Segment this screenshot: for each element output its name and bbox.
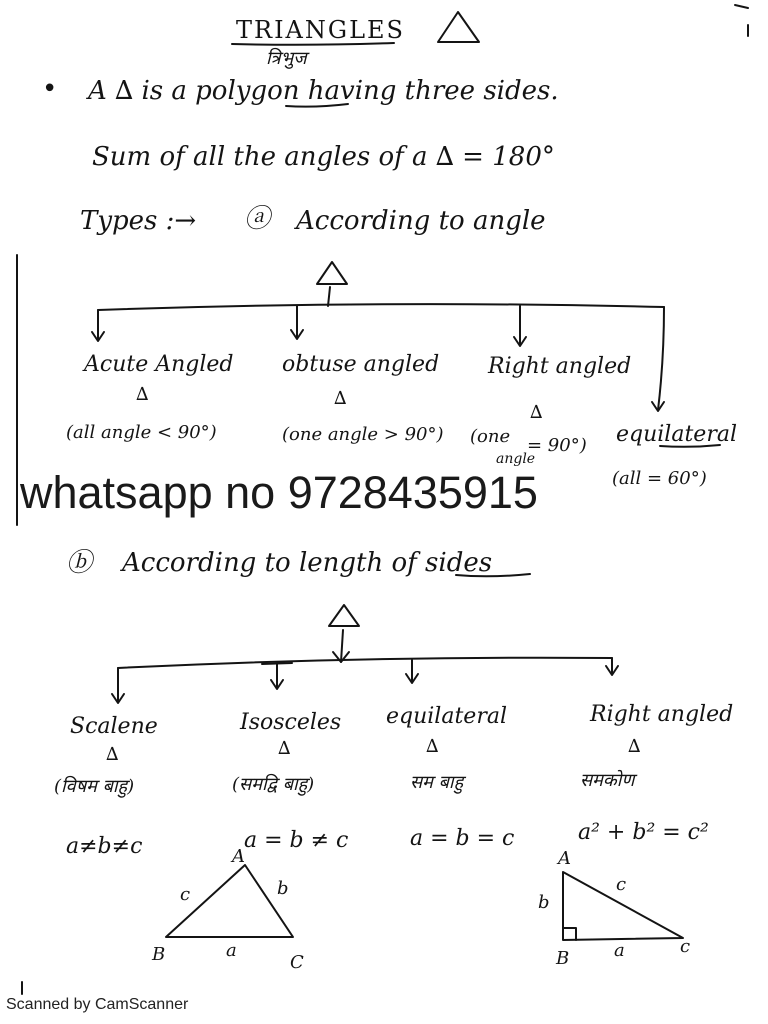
obtuse-angled-label: obtuse angled <box>282 352 440 377</box>
scalene-label: Scalene <box>70 714 158 739</box>
acute-angled-rule: (all angle < 90°) <box>66 422 217 443</box>
section-b-marker: ⓑ <box>66 548 93 578</box>
section-b-title: According to length of sides <box>122 548 493 578</box>
scalene-symbol: ∆ <box>106 744 119 765</box>
scanner-footer: Scanned by CamScanner <box>6 996 189 1013</box>
right-angle-marker <box>563 928 576 940</box>
scan-edge-mark-top <box>735 5 748 8</box>
angle-tree-root-triangle-icon <box>317 262 347 284</box>
pythagoras-formula: a² + b² = c² <box>578 820 709 845</box>
obtuse-angled-rule: (one angle > 90°) <box>282 424 444 445</box>
scalene-vertex-c: C <box>290 952 304 973</box>
scalene-side-c: c <box>180 884 191 905</box>
right-angled-sides-label: Right angled <box>590 702 734 727</box>
scalene-side-a: a <box>226 940 237 961</box>
scalene-hindi: (विषम बाहु) <box>54 776 135 797</box>
right-side-a: a <box>614 940 625 961</box>
types-label: Types :→ <box>80 206 197 236</box>
right-angled-rule-part1: (one <box>470 426 511 447</box>
title-triangle-icon <box>438 12 479 42</box>
bullet-dot: • <box>42 74 58 104</box>
equilateral-sides-formula: a = b = c <box>410 826 515 851</box>
right-angled-rule-part2: angle <box>496 451 536 467</box>
obtuse-angled-symbol: ∆ <box>334 388 347 409</box>
page-title-hindi: त्रिभुज <box>266 48 307 69</box>
right-side-c: c <box>616 874 627 895</box>
equilateral-angle-rule: (all = 60°) <box>612 468 707 489</box>
right-vertex-a: A <box>558 848 571 869</box>
right-vertex-b: B <box>556 948 570 969</box>
equilateral-sides-label: equilateral <box>386 704 507 729</box>
right-angled-sides-hindi: समकोण <box>580 770 635 791</box>
sides-tree-stem <box>341 630 343 662</box>
isosceles-hindi: (समद्वि बाहु) <box>232 774 315 795</box>
isosceles-formula: a = b ≠ c <box>244 828 349 853</box>
definition-text: A ∆ is a polygon having three sides. <box>88 76 559 106</box>
sides-tree-root-triangle-icon <box>329 605 359 626</box>
isosceles-label: Isosceles <box>240 710 342 735</box>
acute-angled-symbol: ∆ <box>136 384 149 405</box>
watermark-text: whatsapp no 9728435915 <box>20 467 538 518</box>
sides-tree-bar <box>118 658 612 668</box>
angle-branch-4 <box>658 307 664 410</box>
angle-tree-bar <box>98 304 664 310</box>
section-a-title: According to angle <box>296 206 546 236</box>
isosceles-symbol: ∆ <box>278 738 291 759</box>
angle-tree-stem <box>328 287 330 306</box>
acute-angled-label: Acute Angled <box>84 352 234 377</box>
right-vertex-c: c <box>680 936 691 957</box>
scalene-side-b: b <box>277 878 289 899</box>
scalene-vertex-b: B <box>152 944 166 965</box>
section-a-marker: ⓐ <box>244 204 271 234</box>
right-angled-rule-part3: = 90°) <box>527 435 587 456</box>
right-angled-sides-symbol: ∆ <box>628 736 641 757</box>
right-side-b: b <box>538 892 550 913</box>
scalene-vertex-a: A <box>232 846 245 867</box>
right-angled-label: Right angled <box>488 354 632 379</box>
angle-sum-text: Sum of all the angles of a ∆ = 180° <box>92 142 555 172</box>
equilateral-angle-label: equilateral <box>616 422 737 447</box>
right-angled-symbol: ∆ <box>530 402 543 423</box>
page-title: TRIANGLES <box>236 16 405 44</box>
scalene-formula: a≠b≠c <box>66 834 143 859</box>
equilateral-sides-hindi: सम बाहु <box>410 772 464 793</box>
equilateral-sides-symbol: ∆ <box>426 736 439 757</box>
